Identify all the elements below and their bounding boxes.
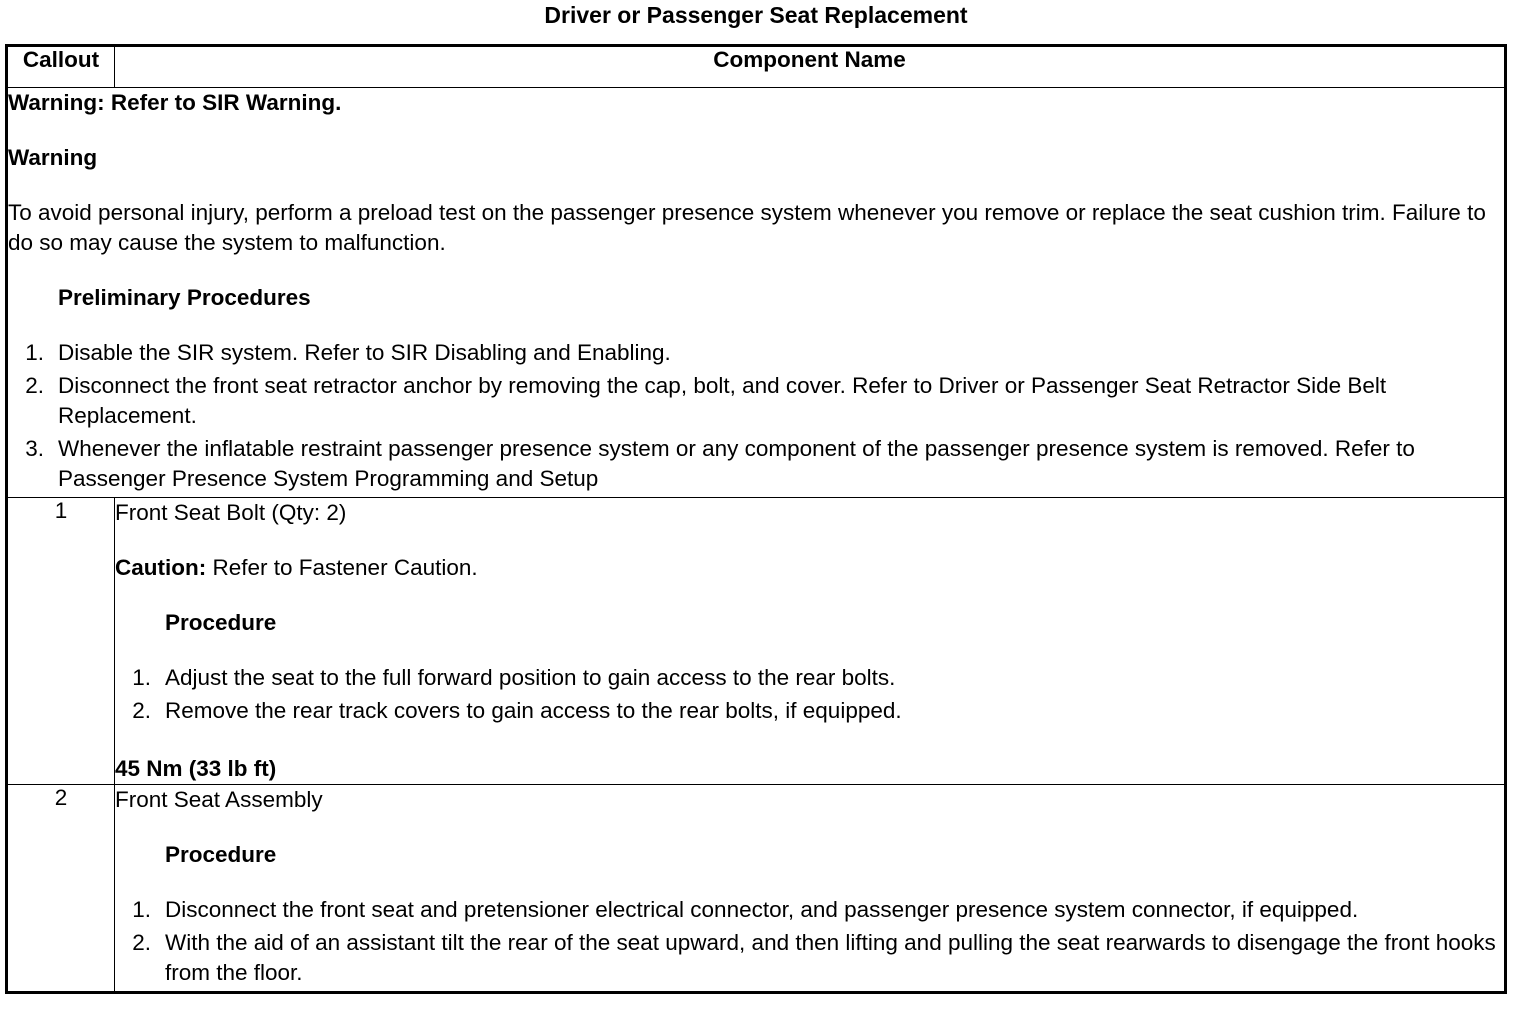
component-name-header: Component Name	[115, 46, 1506, 88]
step-number: 1.	[25, 340, 44, 365]
step-text: With the aid of an assistant tilt the rear of the seat upward, and then lifting and pulling the seat rearwards to disengage the front hooks from the floor.	[165, 930, 1496, 985]
caution-line	[115, 553, 1504, 583]
step-text: Disconnect the front seat retractor anchor by removing the cap, bolt, and cover. Refer to Driver or Passenger Seat Retractor Side Belt Replacement.	[58, 373, 1387, 428]
step-number: 3.	[25, 436, 44, 461]
preliminary-cell	[7, 88, 1506, 498]
callout-number: 2	[7, 785, 115, 993]
warning-text: To avoid personal injury, perform a preload test on the passenger presence system whenever you remove or replace the seat cushion trim. Failure to do so may cause the system to malfunction.	[8, 200, 1486, 255]
list-item	[115, 895, 1504, 925]
table-row	[7, 785, 1506, 993]
callout-header: Callout	[7, 46, 115, 88]
list-item	[115, 696, 1504, 726]
preliminary-row	[7, 88, 1506, 498]
preliminary-steps-list	[8, 338, 1504, 494]
list-item	[8, 371, 1504, 431]
component-name: Front Seat Bolt (Qty: 2)	[115, 500, 347, 525]
header-row	[7, 46, 1506, 88]
procedure-steps-list	[115, 895, 1504, 988]
step-number: 2.	[25, 373, 44, 398]
sir-warning-reference: Warning: Refer to SIR Warning.	[8, 90, 342, 115]
torque-spec: 45 Nm (33 lb ft)	[115, 756, 277, 781]
list-item	[115, 663, 1504, 693]
step-text: Adjust the seat to the full forward position to gain access to the rear bolts.	[165, 665, 896, 690]
document-title: Driver or Passenger Seat Replacement	[544, 2, 968, 28]
step-number: 2.	[132, 930, 151, 955]
step-text: Whenever the inflatable restraint passenger presence system or any component of the passenger presence system is removed. Refer to Passenger Presence System Programming and Setup	[58, 436, 1415, 491]
step-number: 1.	[132, 897, 151, 922]
step-number: 1.	[132, 665, 151, 690]
caution-label: Caution:	[115, 555, 207, 580]
callout-number: 1	[7, 498, 115, 785]
step-text: Disconnect the front seat and pretensioner electrical connector, and passenger presence system connector, if equipped.	[165, 897, 1359, 922]
procedure-heading: Procedure	[165, 610, 277, 635]
list-item	[115, 928, 1504, 988]
procedure-heading: Procedure	[165, 842, 277, 867]
component-name: Front Seat Assembly	[115, 787, 323, 812]
step-text: Disable the SIR system. Refer to SIR Disabling and Enabling.	[58, 340, 671, 365]
warning-label: Warning	[8, 145, 98, 170]
list-item	[8, 434, 1504, 494]
component-cell	[115, 498, 1506, 785]
procedure-steps-list	[115, 663, 1504, 726]
caution-text: Refer to Fastener Caution.	[206, 555, 478, 580]
list-item	[8, 338, 1504, 368]
component-cell	[115, 785, 1506, 993]
step-text: Remove the rear track covers to gain access to the rear bolts, if equipped.	[165, 698, 902, 723]
preliminary-procedures-heading: Preliminary Procedures	[58, 285, 311, 310]
procedure-table	[5, 44, 1507, 994]
step-number: 2.	[132, 698, 151, 723]
table-row	[7, 498, 1506, 785]
